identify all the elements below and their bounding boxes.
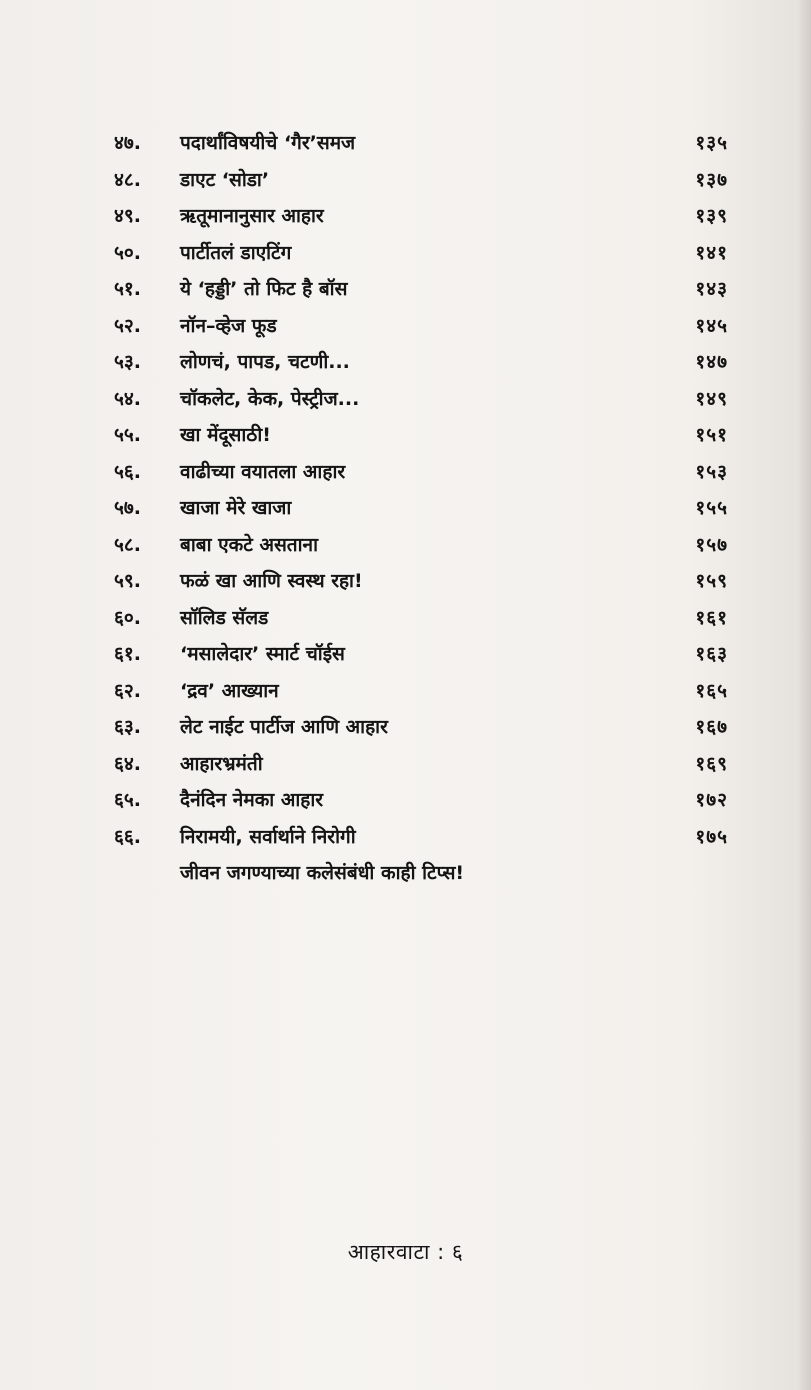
toc-entry xyxy=(114,527,734,564)
toc-entry-page: १४७ xyxy=(695,351,728,373)
toc-entry-title: लोणचं, पापड, चटणी... xyxy=(180,351,350,373)
toc-entry-number: ५०. xyxy=(114,241,141,264)
toc-entry-number: ६३. xyxy=(114,716,141,738)
toc-entry-title: चॉकलेट, केक, पेस्ट्रीज... xyxy=(180,387,360,410)
toc-entry xyxy=(114,563,734,600)
toc-entry xyxy=(114,235,734,272)
toc-entry xyxy=(114,417,734,454)
toc-entry-number: ५६. xyxy=(114,460,141,483)
toc-entry-number: ५३. xyxy=(114,351,141,373)
toc-entry xyxy=(114,782,734,819)
toc-entry-number: ५८. xyxy=(114,533,141,556)
toc-entry-title: ‘मसालेदार’ स्मार्ट चॉईस xyxy=(180,643,345,665)
toc-entry-page: १३९ xyxy=(695,205,728,227)
toc-entry-title: लेट नाईट पार्टीज आणि आहार xyxy=(180,716,388,738)
toc-entry-number: ६६. xyxy=(114,825,141,848)
toc-entry xyxy=(114,198,734,235)
toc-entry-title: निरामयी, सर्वार्थाने निरोगी xyxy=(180,825,356,848)
toc-entry-page: १७५ xyxy=(695,825,728,848)
toc-entry xyxy=(114,855,734,892)
toc-entry-title: खाजा मेरे खाजा xyxy=(180,497,292,519)
toc-entry xyxy=(114,636,734,673)
toc-entry xyxy=(114,344,734,381)
toc-entry-title: डाएट ‘सोडा’ xyxy=(180,168,270,191)
toc-entry-page: १६९ xyxy=(695,752,728,775)
toc-entry-number: ५५. xyxy=(114,424,141,446)
page-footer: आहारवाटा : ६ xyxy=(347,1240,464,1264)
toc-entry-number: ४८. xyxy=(114,168,141,191)
toc-entry-page: १३७ xyxy=(695,168,728,191)
toc-entry-page: १५९ xyxy=(695,570,728,592)
toc-entry-title: पदार्थांविषयीचे ‘गैर’समज xyxy=(180,132,356,154)
toc-entry-title: पार्टीतलं डाएटिंग xyxy=(180,241,292,264)
toc-entry xyxy=(114,381,734,418)
toc-entry xyxy=(114,454,734,491)
toc-entry-page: १६५ xyxy=(695,679,728,702)
toc-entry-number: ४९. xyxy=(114,205,141,227)
toc-entry-page: १३५ xyxy=(695,132,728,154)
toc-entry-title: ‘द्रव’ आख्यान xyxy=(180,679,279,702)
toc-entry-page: १४५ xyxy=(695,314,728,337)
toc-entry-page: १४९ xyxy=(695,387,728,410)
toc-entry-number: ६५. xyxy=(114,789,141,811)
toc-entry-page: १५१ xyxy=(695,424,728,446)
toc-entry-page: १४३ xyxy=(695,278,728,300)
toc-entry-number: ६४. xyxy=(114,752,141,775)
toc-entry-page: १६३ xyxy=(695,643,728,665)
toc-entry-title: बाबा एकटे असताना xyxy=(180,533,319,556)
toc-entry-number: ५१. xyxy=(114,278,141,300)
toc-entry-title: ये ‘हड्डी’ तो फिट है बॉस xyxy=(180,278,348,300)
toc-entry-title: ऋतूमानानुसार आहार xyxy=(180,205,324,227)
toc-entry-number: ५२. xyxy=(114,314,141,337)
toc-entry-page: १४१ xyxy=(695,241,728,264)
toc-entry-number: ६१. xyxy=(114,643,141,665)
toc-entry-title: वाढीच्या वयातला आहार xyxy=(180,460,346,483)
toc-entry-page: १५५ xyxy=(695,497,728,519)
toc-entry-title: आहारभ्रमंती xyxy=(180,752,263,775)
toc-entry-title: खा मेंदूसाठी! xyxy=(180,424,271,446)
page-edge-shadow xyxy=(797,0,811,1390)
toc-entry xyxy=(114,673,734,710)
toc-entry xyxy=(114,308,734,345)
toc-entry xyxy=(114,819,734,856)
toc-entry-title: जीवन जगण्याच्या कलेसंबंधी काही टिप्स! xyxy=(180,862,465,884)
toc-entry-number: ४७. xyxy=(114,132,141,154)
toc-entry-number: ५४. xyxy=(114,387,141,410)
toc-entry-number: ५७. xyxy=(114,497,141,519)
toc-entry xyxy=(114,746,734,783)
toc-entry-page: १६१ xyxy=(695,606,728,629)
toc-entry-page: १५७ xyxy=(695,533,728,556)
toc-entry xyxy=(114,600,734,637)
table-of-contents xyxy=(114,125,734,892)
toc-entry-title: नॉन–व्हेज फूड xyxy=(180,314,277,337)
toc-entry xyxy=(114,125,734,162)
toc-entry xyxy=(114,709,734,746)
toc-entry-title: सॉलिड सॅलड xyxy=(180,606,269,629)
toc-entry-title: दैनंदिन नेमका आहार xyxy=(180,789,324,811)
toc-entry-title: फळं खा आणि स्वस्थ रहा! xyxy=(180,570,363,592)
toc-entry xyxy=(114,162,734,199)
toc-entry-page: १६७ xyxy=(695,716,728,738)
toc-entry-number: ६०. xyxy=(114,606,141,629)
toc-entry-page: १७२ xyxy=(695,789,728,811)
toc-entry-number: ६२. xyxy=(114,679,141,702)
toc-entry xyxy=(114,271,734,308)
toc-entry-number: ५९. xyxy=(114,570,141,592)
toc-entry-page: १५३ xyxy=(695,460,728,483)
toc-entry xyxy=(114,490,734,527)
